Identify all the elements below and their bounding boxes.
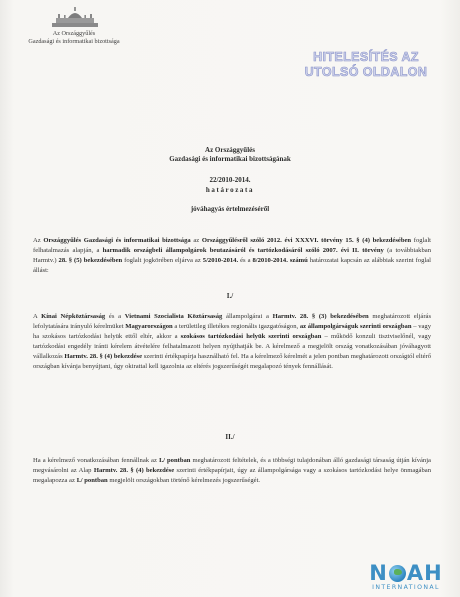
issuer-line-2: Gazdasági és informatikai bizottsága xyxy=(28,37,120,45)
issuer-header xyxy=(18,30,130,45)
logo-wordmark: N AH xyxy=(369,561,443,585)
section-1-number: I./ xyxy=(226,292,234,300)
issuer-line-1: Az Országgyűlés xyxy=(52,30,96,37)
noah-international-logo xyxy=(358,562,454,591)
stamp-line-2: UTOLSÓ OLDALON xyxy=(304,65,428,79)
title-line-2: Gazdasági és informatikai bizottságának xyxy=(169,155,291,163)
resolution-kind: határozata xyxy=(205,186,255,194)
logo-subtitle: INTERNATIONAL xyxy=(372,584,440,591)
authentication-stamp xyxy=(300,50,432,80)
section-2-number: II./ xyxy=(225,433,235,441)
resolution-subject: jóváhagyás értelmezéséről xyxy=(190,205,270,213)
title-line-1: Az Országgyűlés xyxy=(205,146,255,154)
stamp-line-1: HITELESÍTÉS AZ xyxy=(313,50,419,64)
parliament-building-icon xyxy=(50,6,100,30)
section-1-paragraph: A Kínai Népköztársaság és a Vietnami Szocialista Köztársaság állampolgárai a Harmtv. 28. § (3) bekezdésében meghatározott eljárás lefolytatására irányuló kérelmüket Magyarországon a területileg illetékes regionális igazgatóságon, az állampolgárságuk szerinti országban – vagy ha szokásos tartózkodási helyük ettől eltér, akkor a szokásos tartózkodási helyük szerinti országban – működő konzuli tisztviselőnél, vagy tartózkodási engedély iránti kérelem átvételére felhatalmazott helyen nyújthatják be. A kérelmező a megjelölt ország vonatkozásában jóváhagyott vállalkozás Harmtv. 28. § (4) bekezdése szerinti értékpapírja használható fel. Ha a kérelmező kérelmét a jelen pontban meghatározott országtól eltérő országban kívánja benyújtani, úgy okirattal kell igazolnia az eltérés jogszerűségét megalapozó tények fennállását. xyxy=(33,313,432,371)
section-2-paragraph: Ha a kérelmező vonatkozásában fennállnak az I./ pontban meghatározott feltételek, és a többségi tulajdonában álló gazdasági társaság útján kívánja megvásárolni az Alap Harmtv. 28. § (4) bekezdése szerinti értékpapírjait, úgy az állampolgársága vagy a szokásos tartózkodási helye önmagában megalapozza az I./ pontban megjelölt országokban történő kérelmezés jogszerűségét. xyxy=(33,457,431,485)
intro-paragraph: Az Országgyűlés Gazdasági és informatikai bizottsága az Országgyűlésről szóló 2012. évi XXXVI. törvény 15. § (4) bekezdésében foglalt felhatalmazás alapján, a harmadik országbeli állampolgárok beutazásáról és tartózkodásáról szóló 2007. évi II. törvény (a továbbiakban Harmtv.) 28. § (5) bekezdésében foglalt jogkörében eljárva az 5/2010-2014. és a 8/2010-2014. számú határozatai kapcsán az alábbiak szerint foglal állást: xyxy=(33,237,431,275)
resolution-number: 22/2010-2014. xyxy=(209,176,251,184)
globe-icon xyxy=(389,565,406,582)
